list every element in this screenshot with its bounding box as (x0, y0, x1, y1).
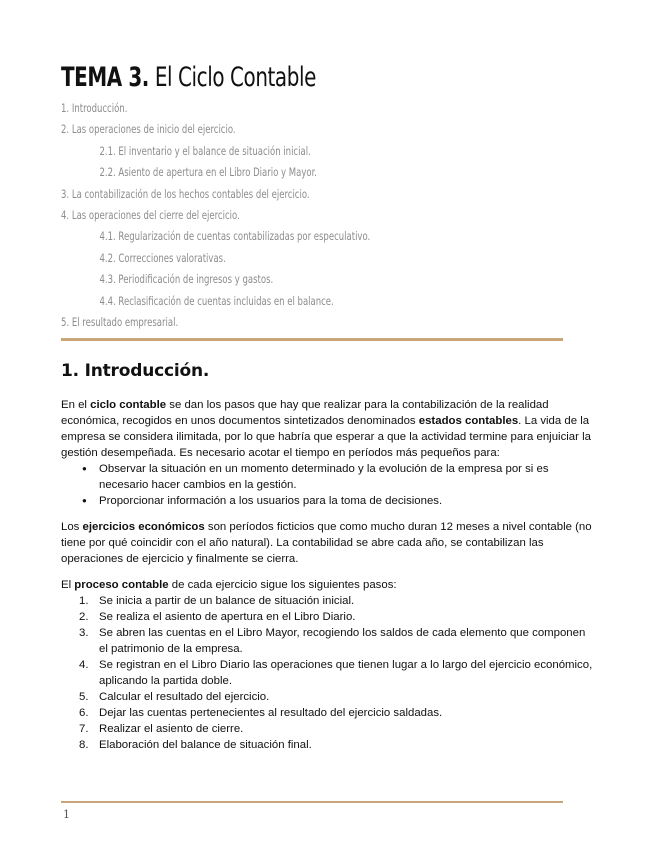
ejercicios-paragraph: Los ejercicios económicos son períodos ficticios que como mucho duran 12 meses a nivel contable (no tiene por qué coincidir con el año natural). La contabilidad se abre cada año, se contabilizan las operaciones de ejercicio y finalmente se cierra. (61, 521, 592, 565)
toc-subitem[interactable]: 4.2. Correcciones valorativas. (99, 250, 226, 265)
toc-subitem[interactable]: 4.3. Periodificación de ingresos y gastos. (99, 272, 274, 287)
step-item: 2. Se realiza el asiento de apertura en el Libro Diario. (79, 611, 356, 623)
bullet-item: ● Observar la situación en un momento determinado y la evolución de la empresa por si es necesario hacer cambios en la gestión. (99, 461, 596, 493)
toc-item[interactable]: 1. Introducción. (61, 101, 128, 115)
toc-item[interactable]: 5. El resultado empresarial. (61, 314, 179, 329)
intro-paragraph: En el ciclo contable se dan los pasos que hay que realizar para la contabilización de la realidad económica, recogidos en unos documentos sintetizados denominados estados contables. La vida de la empresa se considera ilimitada, por lo que habría que esperar a que la actividad termine para enjuiciar la gestión desempeñada. Es necesario acotar el tiempo en períodos más pequeños para: (61, 399, 591, 459)
header-divider (61, 338, 563, 341)
toc-item[interactable]: 2. Las operaciones de inicio del ejercicio. (61, 122, 236, 137)
toc-item[interactable]: 4. Las operaciones del cierre del ejercicio. (61, 207, 240, 222)
document-title (61, 60, 316, 96)
section-body (61, 397, 596, 753)
toc-subitem[interactable]: 4.1. Regularización de cuentas contabilizadas por especulativo. (99, 229, 371, 244)
title-bold: TEMA 3. (61, 62, 149, 93)
page-number: 1 (63, 808, 70, 821)
step-item: 5. Calcular el resultado del ejercicio. (79, 691, 270, 703)
footer-divider (61, 801, 563, 803)
term-estados-contables: estados contables (418, 415, 519, 427)
section-heading: 1. Introducción. (61, 361, 210, 381)
step-item: 3. Se abren las cuentas en el Libro Mayor, recogiendo los saldos de cada elemento que componen el patrimonio de la empresa. (79, 627, 586, 655)
term-ejercicios-economicos: ejercicios económicos (82, 521, 205, 533)
step-item: 8. Elaboración del balance de situación final. (79, 739, 312, 751)
term-proceso-contable: proceso contable (74, 579, 169, 591)
bullet-list (61, 461, 596, 509)
title-rest: El Ciclo Contable (148, 62, 316, 93)
step-item: 7. Realizar el asiento de cierre. (79, 723, 244, 735)
toc-item[interactable]: 3. La contabilización de los hechos contables del ejercicio. (61, 186, 310, 201)
table-of-contents (61, 98, 621, 333)
proceso-paragraph: El proceso contable de cada ejercicio sigue los siguientes pasos: (61, 579, 397, 591)
toc-subitem[interactable]: 4.4. Reclasificación de cuentas incluidas en el balance. (99, 293, 334, 308)
step-item: 4. Se registran en el Libro Diario las operaciones que tienen lugar a lo largo del ejercicio económico, aplicando la partida doble. (79, 659, 593, 687)
step-item: 6. Dejar las cuentas pertenecientes al resultado del ejercicio saldadas. (79, 707, 443, 719)
steps-list (61, 593, 596, 753)
toc-subitem[interactable]: 2.1. El inventario y el balance de situación inicial. (99, 143, 311, 158)
term-ciclo-contable: ciclo contable (90, 399, 167, 411)
bullet-item: ● Proporcionar información a los usuarios para la toma de decisiones. (99, 493, 596, 509)
toc-subitem[interactable]: 2.2. Asiento de apertura en el Libro Diario y Mayor. (99, 165, 318, 180)
step-item: 1. Se inicia a partir de un balance de situación inicial. (79, 595, 355, 607)
